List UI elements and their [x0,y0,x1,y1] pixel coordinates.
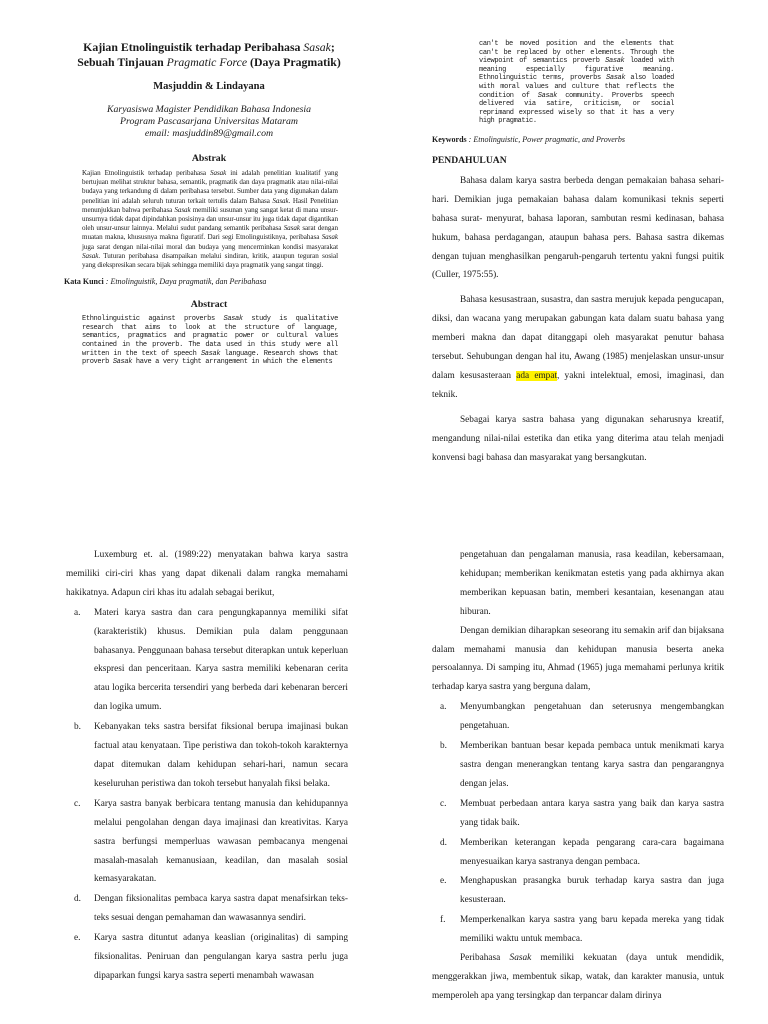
list-item-text: Menyumbangkan pengetahuan dan seterusnya mengembangkan pengetahuan. [460,702,724,732]
page1-left-column [58,40,360,367]
list-item-text: Materi karya sastra dan cara pengungkapannya memiliki sifat (karakteristik) khusus. Demikian pula dalam penggunaan bahasanya. Penggunaan bahasa tersebut diterapkan untuk keperluan ekspresi dan penceritaan. Karya sastra memiliki kebenaran cerita atau logika bercerita tersendiri yang berbeda dari kebenaran berceri dan logika umum. [94,607,348,713]
title-text: ; [330,40,335,54]
list-item-text: Memberikan keterangan kepada pengarang cara-cara bagaimana menyesuaikan karya sastranya dengan pembaca. [460,837,724,867]
list-item [432,737,724,794]
list-item-text: Karya sastra dituntut adanya keaslian (originalitas) di samping fiksionalitas. Peniruan dan pengulangan karya sastra perlu juga dipaparkan fungsi karya sastra seperti menambah wawasan [94,933,348,981]
title-text: (Daya Pragmatik) [247,55,341,69]
title-line-2 [58,55,360,70]
list-item-text: Dengan fiksionalitas pembaca karya sastra dapat menafsirkan teks-teks sesuai dengan pemahaman dan wawasannya sendiri. [94,894,348,924]
title-italic-pragmatic-force: Pragmatic Force [166,55,248,69]
abstrak-text: Kajian Etnolinguistik terhadap peribahasa Sasak ini adalah penelitian kualitatif yang bertujuan melihat struktur bahasa, semantik, pragmatik dan daya pragmatik atau nilai-nilai budaya yang terkandung di dalam peribahasa tersebut. Sumber data yang digunakan dalam penelitian ini adalah seluruh tuturan terkait tertulis dalam Bahasa Sasak. Hasil Penelitian menunjukkan bahwa peribahasa Sasak memiliki susunan yang sangat ketat di mana unsur-unsurnya tidak dapat dipindahkan posisinya dan unsur-unsur itu juga tidak dapat digantikan oleh unsur-unsur lainnya. Melalui sudut pandang semantik peribahasa Sasak sarat dengan muatan makna, khususnya makna figuratif. Dari segi Etnolinguistiknya, peribahasa Sasak juga sarat dengan nilai-nilai moral dan budaya yang mencerminkan kondisi masyarakat Sasak. Tuturan peribahasa disampaikan melalui sindiran, kritik, ataupun teguran sosial yang diekspresikan secara bijak sehingga memiliki daya pragmatik yang sangat tinggi. [82,169,338,270]
section-heading-pendahuluan: PENDAHULUAN [432,154,507,166]
list-marker: e. [74,933,81,944]
page2-right-column [432,546,724,1006]
abstract-heading: Abstract [190,299,228,311]
affiliation [58,104,360,140]
title-italic-sasak: Sasak [303,40,331,54]
kritik-paragraph: Dengan demikian diharapkan seseorang itu semakin arif dan bijaksana dalam memahami manusia dan kehidupan manusia beserta aneka persoalannya. Di samping itu, Ahmad (1965) juga memahami perlunya kritik terhadap karya sastra yang berguna dalam, [432,625,724,693]
list-item [66,604,348,717]
abstrak-heading: Abstrak [191,153,227,164]
keywords-text: : Etnolinguistic, Power pragmatic, and Proverbs [466,134,626,144]
title-text: Sebuah Tinjauan [77,55,167,69]
list-marker: f. [440,915,446,926]
luxemburg-paragraph: Luxemburg et. al. (1989:22) menyatakan bahwa karya sastra memiliki ciri-ciri khas yang dapat dikenali dalam rangka memahami hakikatnya. Adapun ciri khas itu adalah sebagai berikut, [66,550,348,598]
highlighted-text: ada empat [516,371,558,381]
pendahuluan-paragraph-1: Bahasa dalam karya sastra berbeda dengan pemakaian bahasa sehari-hari. Demikian juga pemakaian bahasa dalam komunikasi teknis seperti bahasa surat- menyurat, bahasa laporan, sambutan resmi kedinasan, bahasa hukum, bahasa perdagangan, ataupun bahasa pers. Bahasa sastra dikemas dengan tujuan menghasilkan pengaruh-pengaruh tertentu yakni fungsi puitik (Culler, 1975:55). [432,175,724,281]
list-item [432,834,724,872]
list-marker: a. [74,607,81,618]
list-item [432,795,724,833]
affiliation-line: Karyasiswa Magister Pendidikan Bahasa Indonesia [106,104,312,115]
abstract-text-continued: can't be moved position and the elements that can't be replaced by other elements. Through the viewpoint of semantics proverb Sasak loaded with meaning especially figurative meaning. Ethnolinguistic terms, proverbs Sasak also loaded with moral values and culture that reflects the condition of Sasak community. Proverbs speech delivered via satire, criticism, or social reprimand expressed wisely so that it has a very high pragmatic. [479,40,675,126]
list-item [66,929,348,986]
page-2 [0,532,768,1024]
title-line-1 [58,40,360,55]
page1-right-column [432,40,724,468]
list-item-text: Memberikan bantuan besar kepada pembaca untuk menikmati karya sastra dengan menerangkan tentang karya sastra dan pengarangnya dengan jelas. [460,741,724,789]
list-item-text: Kebanyakan teks sastra bersifat fiksional berupa imajinasi bukan factual atau kenyataan. Tipe peristiwa dan tokoh-tokoh karakternya dapat ditemukan dalam kehidupan sehari-hari, namun secara keseluruhan peristiwa dan tokoh tersebut hanyalah fiksi belaka. [94,722,348,789]
list-marker: c. [74,798,81,809]
list-item-text: Karya sastra banyak berbicara tentang manusia dan kehidupannya melalui pengolahan dengan daya imajinasi dan kreativitas. Karya sastra berfungsi memperluas wawasan pembacanya mengenai masalah-masalah kemanusiaan, keadilan, dan masalah sosial kemasyarakatan. [94,798,348,885]
pendahuluan-paragraph-2: Bahasa kesusastraan, susastra, dan sastra merujuk kepada pengucapan, diksi, dan wacana yang merupakan gabungan kata dalam suatu bahasa yang memberi makna dan dapat ditanggapi oleh masyarakat penutur bahasa tersebut. Sehubungan dengan hal itu, Awang (1985) menjelaskan unsur-unsur dalam kesusasteraan ada empat, yakni intelektual, emosi, imaginasi, dan teknik. [432,295,724,400]
kritik-list [432,698,724,949]
list-item-text: Menghapuskan prasangka buruk terhadap karya sastra dan juga kesusteraan. [460,876,724,906]
list-continuation: pengetahuan dan pengalaman manusia, rasa keadilan, kebersamaan, kehidupan; memberikan kenikmatan estetis yang pada akhirnya akan memberikan kepuasan batin, memberi kesantaian, kesenangan atau hiburan. [460,550,724,617]
list-marker: a. [440,702,447,713]
list-item [432,698,724,736]
list-item [432,911,724,949]
keywords-label: Keywords [432,134,467,144]
author-email: email: masjuddin89@gmail.com [144,128,274,139]
paper-title [58,40,360,70]
list-marker: b. [74,722,81,733]
list-item-text: Membuat perbedaan antara karya sastra yang baik dan karya sastra yang tidak baik. [460,798,724,828]
affiliation-line: Program Pascasarjana Universitas Mataram [120,116,298,127]
kata-kunci-label: Kata Kunci [64,277,104,287]
title-text: Kajian Etnolinguistik terhadap Peribahasa [83,40,304,54]
pendahuluan-paragraph-3: Sebagai karya sastra bahasa yang digunakan seharusnya kreatif, mengandung nilai-nilai estetika dan etika yang diterima atau telah menjadi konvensi bagi bahasa dan masyarakat yang bersangkutan. [432,414,724,463]
list-marker: e. [440,876,447,887]
ciri-khas-list [66,604,348,986]
list-item [66,718,348,794]
kata-kunci-text: : Etnolinguistik, Daya pragmatik, dan Peribahasa [103,277,267,287]
page-1 [0,0,768,508]
abstract-text: Ethnolinguistic against proverbs Sasak study is qualitative research that aims to look at the structure of language, semantics, pragmatics and pragmatic power or cultural values contained in the proverb. The data used in this study were all written in the text of speech Sasak language. Research shows that proverb Sasak have a very tight arrangement in which the elements [82,315,338,367]
authors: Masjuddin & Lindayana [153,81,265,92]
list-item [432,872,724,910]
list-item-text: Memperkenalkan karya sastra yang baru kepada mereka yang tidak memiliki waktu untuk membaca. [460,915,724,945]
peribahasa-paragraph: Peribahasa Sasak memiliki kekuatan (daya untuk mendidik, menggerakkan jiwa, membentuk sikap, watak, dan karakter manusia, untuk memperoleh apa yang tersingkap dan terpancar dalam dirinya [432,953,724,1001]
keywords [432,135,724,144]
kata-kunci [64,277,360,286]
list-marker: d. [74,894,81,905]
list-item [66,890,348,928]
page2-left-column [66,546,348,986]
list-marker: b. [440,741,447,752]
list-item [66,795,348,890]
list-marker: c. [440,798,447,809]
list-marker: d. [440,837,447,848]
